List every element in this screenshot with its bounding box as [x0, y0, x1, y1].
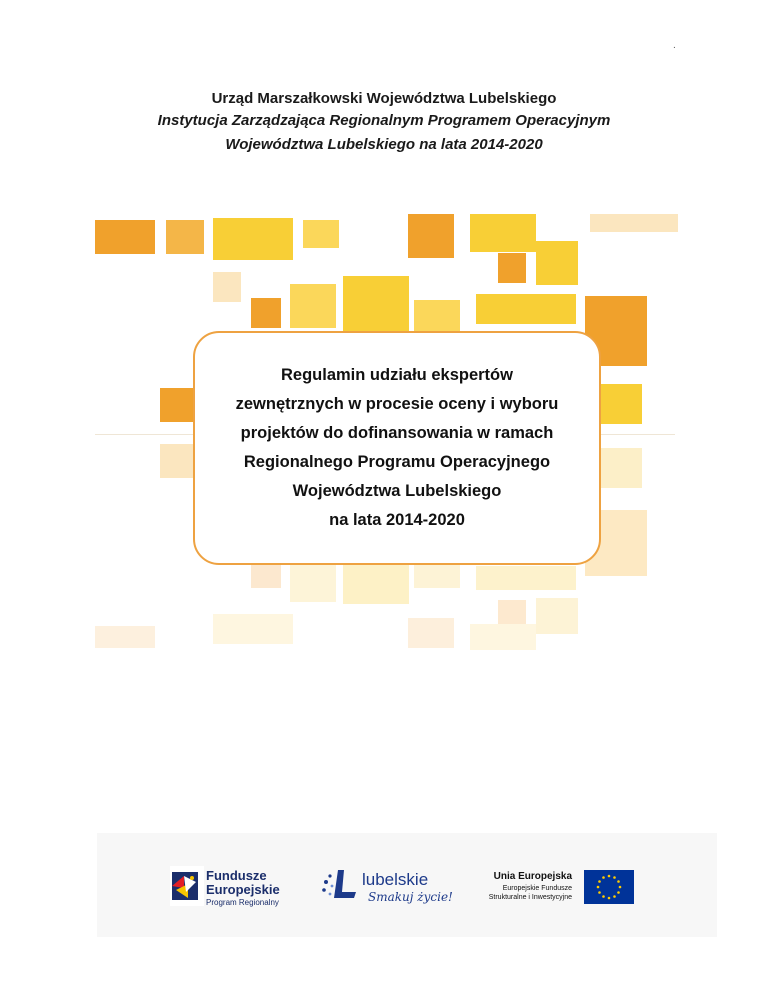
fe-line3: Program Regionalny — [206, 898, 279, 907]
title-line: Regulamin udziału ekspertów — [281, 366, 513, 384]
header-program: Województwa Lubelskiego na lata 2014-2020 — [225, 136, 543, 153]
lubelskie-logo — [362, 871, 453, 905]
page-mark: . — [673, 40, 676, 51]
lubelskie-l-logo-icon — [320, 866, 360, 906]
eu-flag-icon — [584, 870, 634, 904]
title-box — [193, 331, 601, 565]
eu-title: Unia Europejska — [493, 871, 572, 882]
document-title — [236, 361, 559, 535]
title-line: na lata 2014-2020 — [329, 511, 465, 529]
eu-line2: Strukturalne i Inwestycyjne — [488, 894, 572, 901]
lubelskie-slogan: Smakuj życie! — [368, 890, 453, 904]
eu-line1: Europejskie Fundusze — [502, 885, 572, 892]
eu-logo-text — [466, 870, 572, 902]
lubelskie-name: lubelskie — [362, 870, 429, 889]
fe-line1: Fundusze — [206, 868, 267, 883]
title-line: Województwa Lubelskiego — [292, 482, 502, 500]
fundusze-europejskie-logo — [206, 869, 280, 909]
header-authority: Instytucja Zarządzająca Regionalnym Programem Operacyjnym — [157, 112, 611, 129]
title-line: projektów do dofinansowania w ramach — [240, 424, 554, 442]
fe-line2: Europejskie — [206, 882, 280, 897]
header-institution: Urząd Marszałkowski Województwa Lubelskiego — [211, 90, 557, 107]
title-line: zewnętrznych w procesie oceny i wyboru — [235, 395, 559, 413]
fundusze-europejskie-flag-icon — [170, 866, 204, 906]
title-line: Regionalnego Programu Operacyjnego — [243, 453, 551, 471]
